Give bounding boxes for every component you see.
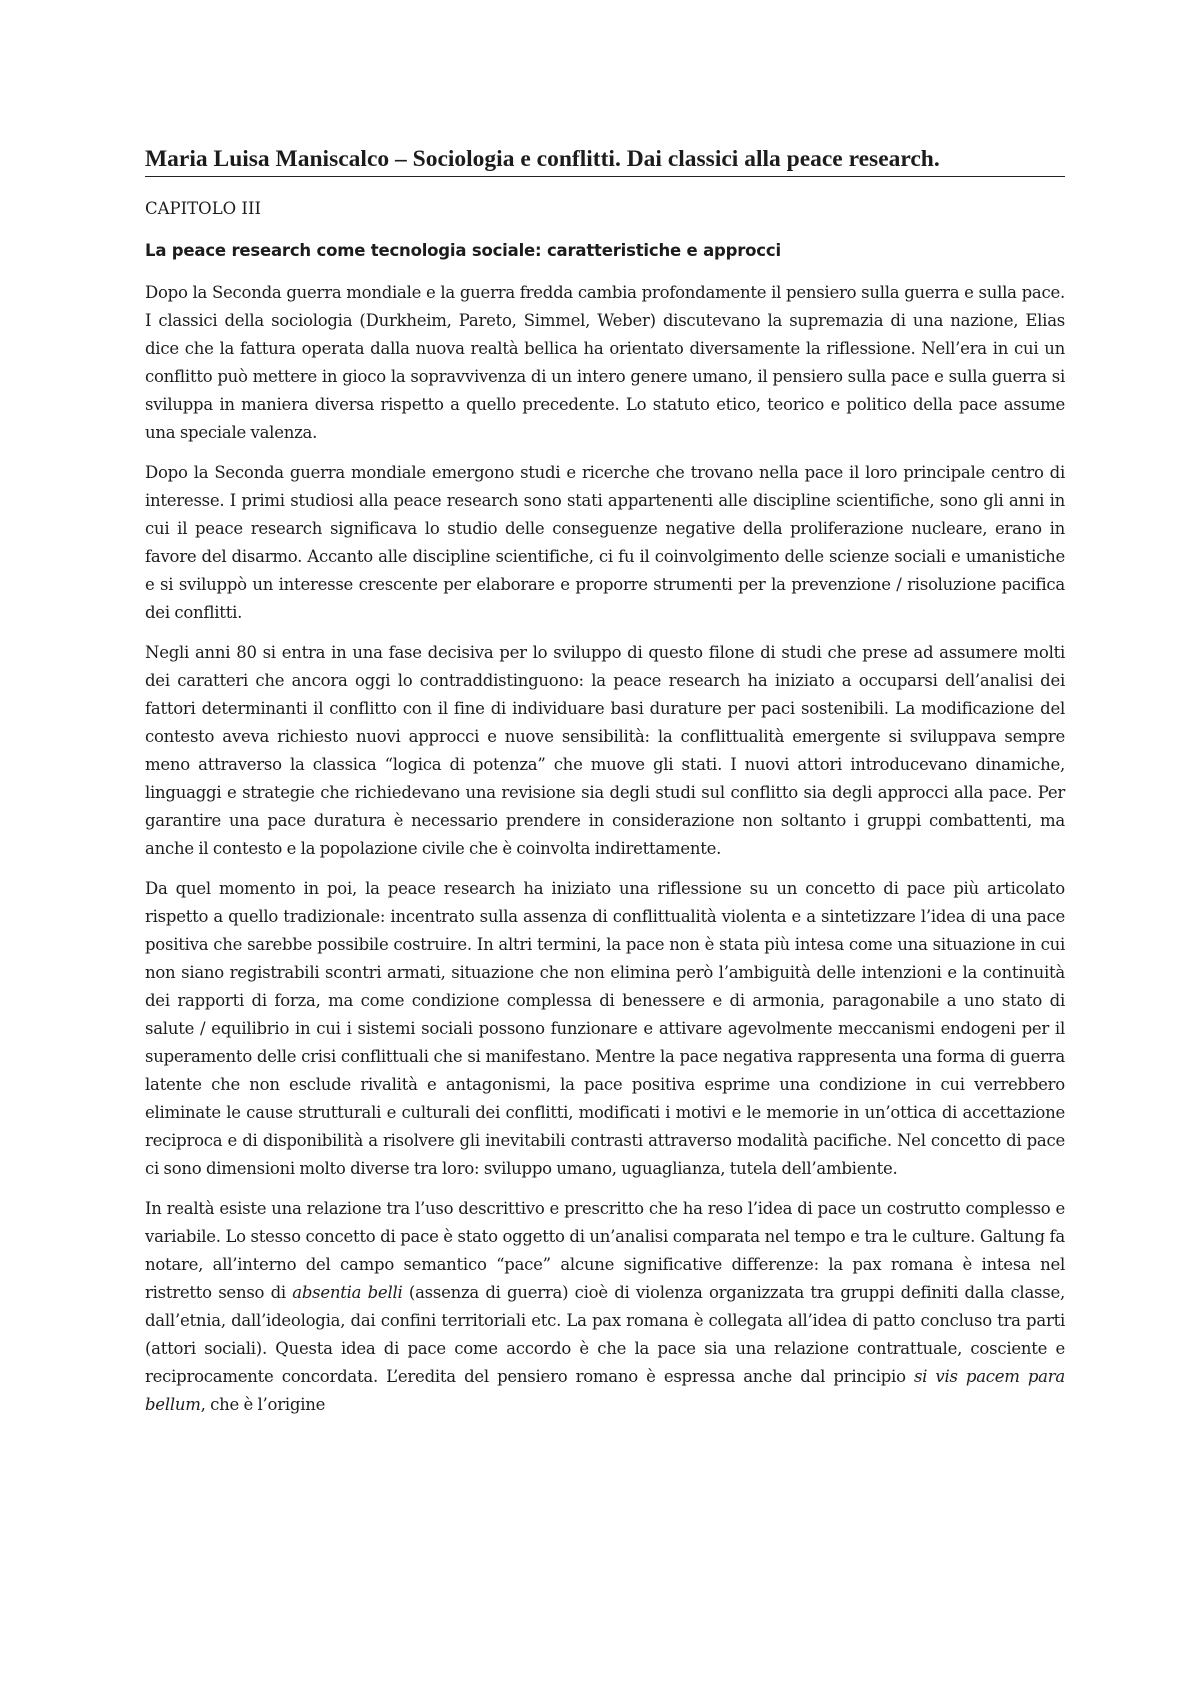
paragraph-5-part-1: In realtà esiste una relazione tra l’uso descrittivo e prescritto che ha reso l’idea di pace un costrutto complesso e variabile. Lo stesso concetto di pace è stato oggetto di un’analisi comparata nel tempo e tra le culture. Galtung fa notare, all’interno del campo semantico “pace” alcune significative differenze: la pax romana è intesa nel ristretto senso di — [145, 1199, 1065, 1302]
paragraph-5-part-2: (assenza di guerra) cioè di violenza organizzata tra gruppi definiti dalla classe, dall’etnia, dall’ideologia, dai confini territoriali etc. La pax romana è collegata all’idea di patto concluso tra parti (attori sociali). Questa idea di pace come accordo è che la pace sia una relazione contrattuale, cosciente e reciprocamente concordata. L’eredita del pensiero romano è espressa anche dal principio — [145, 1283, 1065, 1386]
paragraph-5 — [145, 1195, 1065, 1419]
latin-phrase-absentia-belli: absentia belli — [292, 1283, 403, 1302]
paragraph-3: Negli anni 80 si entra in una fase decisiva per lo sviluppo di questo filone di studi che prese ad assumere molti dei caratteri che ancora oggi lo contraddistinguono: la peace research ha iniziato a occuparsi dell’analisi dei fattori determinanti il conflitto con il fine di individuare basi durature per paci sostenibili. La modificazione del contesto aveva richiesto nuovi approcci e nuove sensibilità: la conflittualità emergente si sviluppava sempre meno attraverso la classica “logica di potenza” che muove gli stati. I nuovi attori introducevano dinamiche, linguaggi e strategie che richiedevano una revisione sia degli studi sul conflitto sia degli approcci alla pace. Per garantire una pace duratura è necessario prendere in considerazione non soltanto i gruppi combattenti, ma anche il contesto e la popolazione civile che è coinvolta indirettamente. — [145, 643, 1065, 858]
document-title: Maria Luisa Maniscalco – Sociologia e conflitti. Dai classici alla peace research. — [145, 144, 1065, 177]
document-page — [145, 144, 1065, 1419]
paragraph-4: Da quel momento in poi, la peace research ha iniziato una riflessione su un concetto di pace più articolato rispetto a quello tradizionale: incentrato sulla assenza di conflittualità violenta e a sintetizzare l’idea di una pace positiva che sarebbe possibile costruire. In altri termini, la pace non è stata più intesa come una situazione in cui non siano registrabili scontri armati, situazione che non elimina però l’ambiguità delle intenzioni e la continuità dei rapporti di forza, ma come condizione complessa di benessere e di armonia, paragonabile a uno stato di salute / equilibrio in cui i sistemi sociali possono funzionare e attivare agevolmente meccanismi endogeni per il superamento delle crisi conflittuali che si manifestano. Mentre la pace negativa rappresenta una forma di guerra latente che non esclude rivalità e antagonismi, la pace positiva esprime una condizione in cui verrebbero eliminate le cause strutturali e culturali dei conflitti, modificati i motivi e le memorie in un’ottica di accettazione reciproca e di disponibilità a risolvere gli inevitabili contrasti attraverso modalità pacifiche. Nel concetto di pace ci sono dimensioni molto diverse tra loro: sviluppo umano, uguaglianza, tutela dell’ambiente. — [145, 879, 1065, 1178]
paragraph-1: Dopo la Seconda guerra mondiale e la guerra fredda cambia profondamente il pensiero sulla guerra e sulla pace. I classici della sociologia (Durkheim, Pareto, Simmel, Weber) discutevano la supremazia di una nazione, Elias dice che la fattura operata dalla nuova realtà bellica ha orientato diversamente la riflessione. Nell’era in cui un conflitto può mettere in gioco la sopravvivenza di un intero genere umano, il pensiero sulla pace e sulla guerra si sviluppa in maniera diversa rispetto a quello precedente. Lo statuto etico, teorico e politico della pace assume una speciale valenza. — [145, 283, 1065, 442]
paragraph-5-part-3: , che è l’origine — [200, 1395, 326, 1414]
section-heading: La peace research come tecnologia sociale: caratteristiche e approcci — [145, 241, 781, 260]
paragraph-2: Dopo la Seconda guerra mondiale emergono studi e ricerche che trovano nella pace il loro principale centro di interesse. I primi studiosi alla peace research sono stati appartenenti alle discipline scientifiche, sono gli anni in cui il peace research significava lo studio delle conseguenze negative della proliferazione nucleare, erano in favore del disarmo. Accanto alle discipline scientifiche, ci fu il coinvolgimento delle scienze sociali e umanistiche e si sviluppò un interesse crescente per elaborare e proporre strumenti per la prevenzione / risoluzione pacifica dei conflitti. — [145, 463, 1065, 622]
latin-phrase-si-vis-pacem: si vis pacem para bellum — [145, 1367, 1065, 1414]
chapter-label: CAPITOLO III — [145, 199, 261, 218]
